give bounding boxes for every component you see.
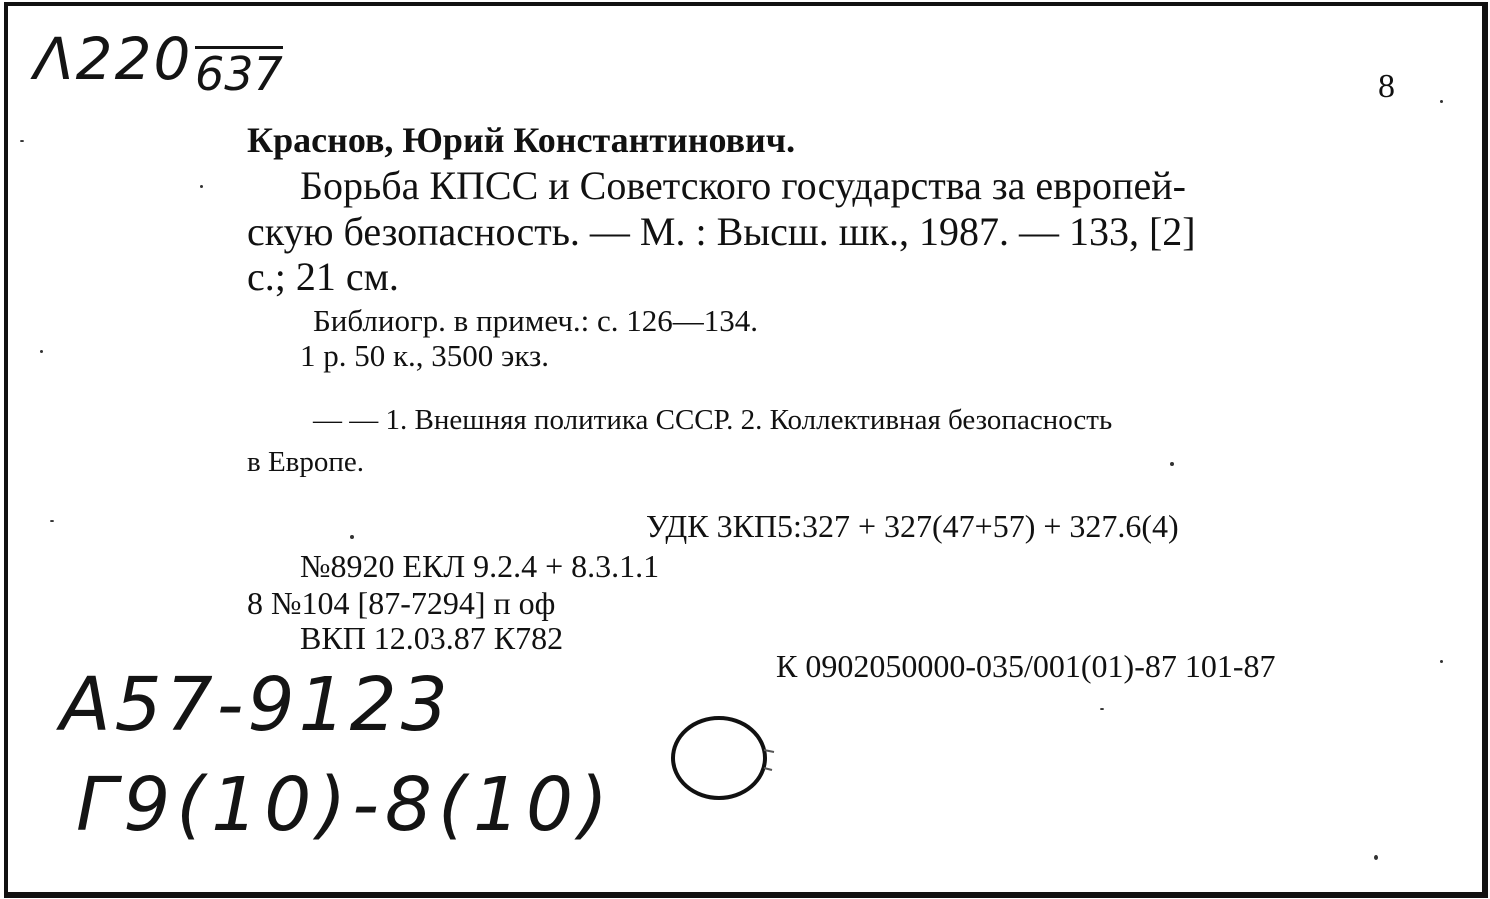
title-line-3: с.; 21 см. <box>247 254 399 299</box>
scan-speck <box>40 350 43 353</box>
subject-headings-line-1: — — 1. Внешняя политика СССР. 2. Коллективная безопасность <box>313 404 1113 436</box>
bibliography-note: Библиогр. в примеч.: с. 126—134. <box>313 303 759 338</box>
scan-speck <box>20 140 24 142</box>
scan-speck <box>50 520 54 522</box>
title-line-2: скую безопасность. — М. : Высш. шк., 1987. — 133, [2] <box>247 209 1196 254</box>
subject-headings-line-2: в Европе. <box>247 446 364 478</box>
publication-code: К 0902050000-035/001(01)-87 101-87 <box>776 648 1276 684</box>
scan-speck <box>1440 100 1443 103</box>
title-line-1: Борьба КПСС и Советского государства за европей- <box>300 163 1186 208</box>
author-heading: Краснов, Юрий Константинович. <box>247 120 796 160</box>
ekl-classification: №8920 ЕКЛ 9.2.4 + 8.3.1.1 <box>300 548 660 584</box>
scan-speck <box>1100 708 1104 710</box>
handwritten-shelf-number: Λ220 <box>34 25 193 93</box>
order-number: 8 №104 [87-7294] п оф <box>247 585 556 621</box>
vkp-date: ВКП 12.03.87 К782 <box>300 620 564 656</box>
handwritten-inventory-number: A57-9123 <box>60 662 452 748</box>
scan-speck <box>1440 660 1443 663</box>
scan-speck <box>350 535 354 539</box>
scan-speck <box>1170 462 1174 466</box>
price-edition-note: 1 р. 50 к., 3500 экз. <box>300 338 550 373</box>
punch-hole-icon <box>668 710 778 810</box>
scan-speck <box>200 185 203 188</box>
card-number: 8 <box>1378 68 1395 105</box>
udk-classification: УДК 3КП5:327 + 327(47+57) + 327.6(4) <box>646 508 1179 544</box>
handwritten-shelf-number-sup: 637 <box>195 47 283 101</box>
handwritten-shelf-code: Г9(10)-8(10) <box>76 762 614 848</box>
scan-speck <box>1374 855 1378 860</box>
